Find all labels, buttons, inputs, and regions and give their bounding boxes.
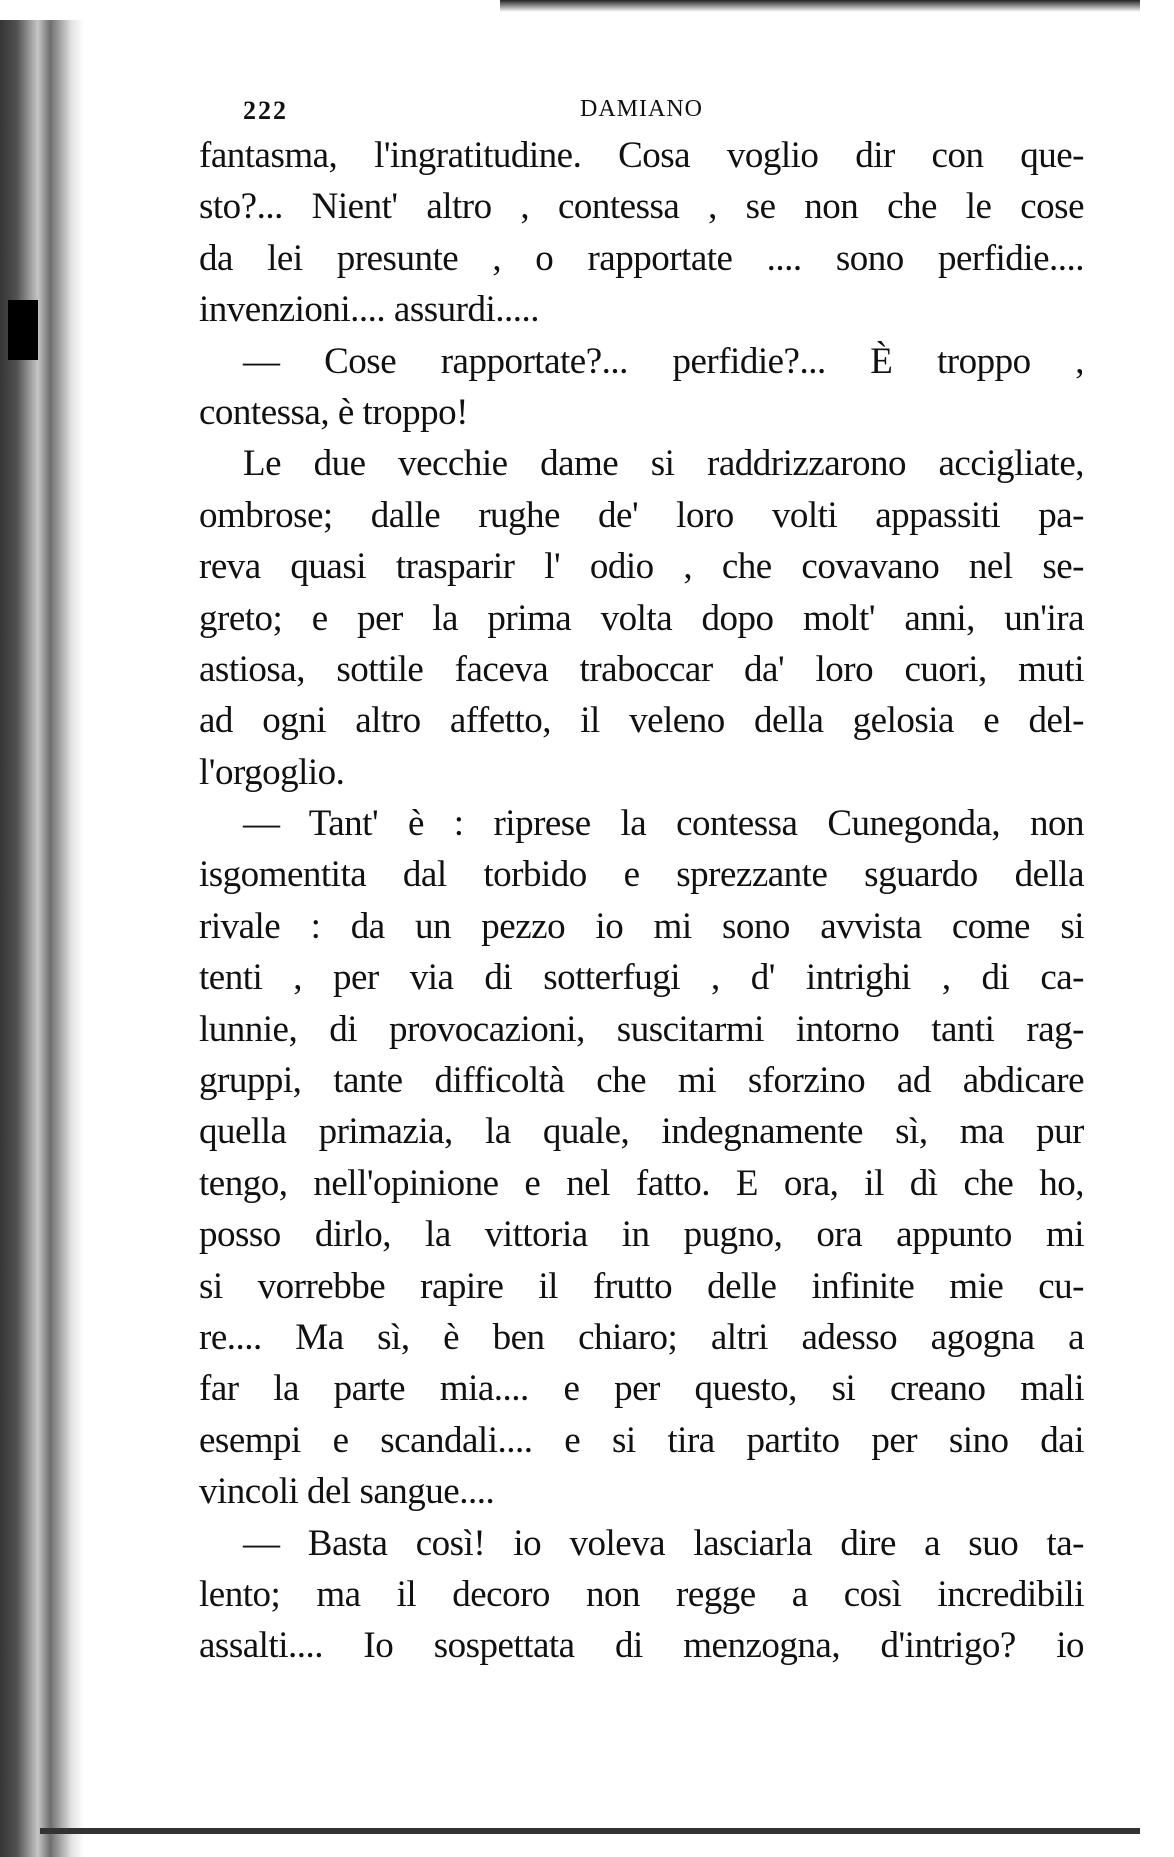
text-line: — Cose rapportate?... perfidie?... È troppo , [243, 340, 1084, 382]
text-line: — Basta così! io voleva lasciarla dire a suo ta- [243, 1522, 1084, 1564]
text-line: fantasma, l'ingratitudine. Cosa voglio dir con que- [199, 135, 1084, 176]
text-line: ad ogni altro affetto, il veleno della gelosia e del- [199, 700, 1084, 742]
text-line: si vorrebbe rapire il frutto delle infinite mie cu- [199, 1265, 1084, 1307]
text-line: isgomentita dal torbido e sprezzante sguardo della [199, 854, 1084, 896]
running-title: DAMIANO [580, 96, 703, 122]
binding-mark [8, 300, 38, 360]
text-line: da lei presunte , o rapportate .... sono perfidie.... [199, 237, 1084, 279]
text-line: rivale : da un pezzo io mi sono avvista come si [199, 905, 1084, 947]
text-line: astiosa, sottile faceva traboccar da' loro cuori, muti [199, 648, 1084, 690]
text-line: ombrose; dalle rughe de' loro volti appassiti pa- [199, 494, 1084, 536]
scan-top-edge [500, 0, 1140, 12]
text-line: sto?... Nient' altro , contessa , se non che le cose [199, 186, 1084, 228]
text-line: lunnie, di provocazioni, suscitarmi intorno tanti rag- [199, 1008, 1084, 1050]
text-line: greto; e per la prima volta dopo molt' anni, un'ira [199, 597, 1084, 639]
text-line: invenzioni.... assurdi..... [199, 289, 540, 331]
text-line: reva quasi trasparir l' odio , che covavano nel se- [199, 546, 1084, 588]
text-line: re.... Ma sì, è ben chiaro; altri adesso agogna a [199, 1316, 1084, 1358]
text-line: far la parte mia.... e per questo, si creano mali [199, 1368, 1084, 1410]
text-line: vincoli del sangue.... [199, 1471, 495, 1513]
text-line: contessa, è troppo! [199, 391, 468, 433]
text-line: posso dirlo, la vittoria in pugno, ora appunto mi [199, 1214, 1084, 1256]
text-line: assalti.... Io sospettata di menzogna, d'intrigo? io [199, 1625, 1084, 1667]
book-binding-shadow [0, 20, 84, 1857]
text-line: tengo, nell'opinione e nel fatto. E ora, il dì che ho, [199, 1162, 1084, 1204]
page-number: 222 [243, 96, 288, 125]
text-line: Le due vecchie dame si raddrizzarono accigliate, [243, 443, 1084, 485]
body-text [199, 130, 1084, 1672]
scan-bottom-edge [40, 1828, 1140, 1834]
text-line: lento; ma il decoro non regge a così incredibili [199, 1573, 1084, 1615]
text-line: — Tant' è : riprese la contessa Cunegonda, non [243, 803, 1084, 845]
text-line: gruppi, tante difficoltà che mi sforzino ad abdicare [199, 1060, 1084, 1102]
text-line: l'orgoglio. [199, 751, 345, 793]
text-line: tenti , per via di sotterfugi , d' intrighi , di ca- [199, 957, 1084, 999]
text-line: quella primazia, la quale, indegnamente sì, ma pur [199, 1111, 1084, 1153]
text-line: esempi e scandali.... e si tira partito per sino dai [199, 1419, 1084, 1461]
